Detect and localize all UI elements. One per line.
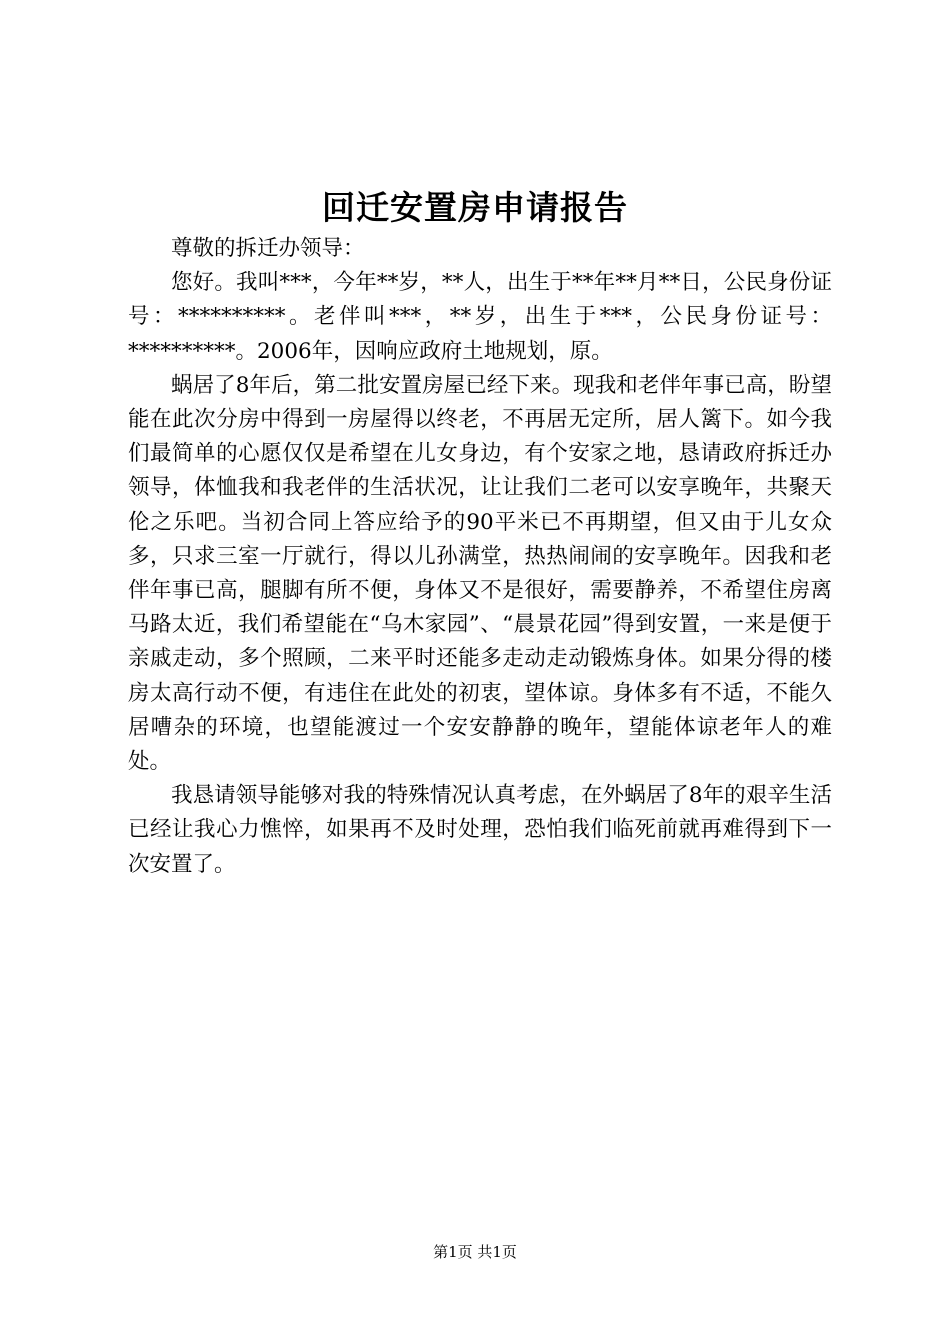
paragraph-request: 蜗居了8年后，第二批安置房屋已经下来。现我和老伴年事已高，盼望能在此次分房中得到一房屋得以终老，不再居无定所，居人篱下。如今我们最简单的心愿仅仅是希望在儿女身边，有个安家之地，恳请政府拆迁办领导，体恤我和我老伴的生活状况，让让我们二老可以安享晚年，共聚天伦之乐吧。当初合同上答应给予的90平米已不再期望，但又由于儿女众多，只求三室一厅就行，得以儿孙满堂，热热闹闹的安享晚年。因我和老伴年事已高，腿脚有所不便，身体又不是很好，需要静养，不希望住房离马路太近，我们希望能在“乌木家园”、“晨景花园”得到安置，一来是便于亲戚走动，多个照顾，二来平时还能多走动走动锻炼身体。如果分得的楼房太高行动不便，有违住在此处的初衷，望体谅。身体多有不适，不能久居嘈杂的环境，也望能渡过一个安安静静的晚年，望能体谅老年人的难处。 — [128, 372, 832, 775]
document-body — [128, 232, 832, 882]
paragraph-closing: 我恳请领导能够对我的特殊情况认真考虑，在外蜗居了8年的艰辛生活已经让我心力憔悴，如果再不及时处理，恐怕我们临死前就再难得到下一次安置了。 — [128, 783, 832, 877]
page-footer: 第1页 共1页 — [433, 1243, 517, 1261]
paragraph-intro: 您好。我叫***，今年**岁，**人，出生于**年**月**日，公民身份证号：**********。老伴叫***，**岁，出生于***，公民身份证号：**********。2006年，因响应政府土地规划，原。 — [128, 270, 832, 364]
salutation: 尊敬的拆迁办领导： — [171, 236, 365, 261]
document-title: 回迁安置房申请报告 — [322, 188, 628, 227]
